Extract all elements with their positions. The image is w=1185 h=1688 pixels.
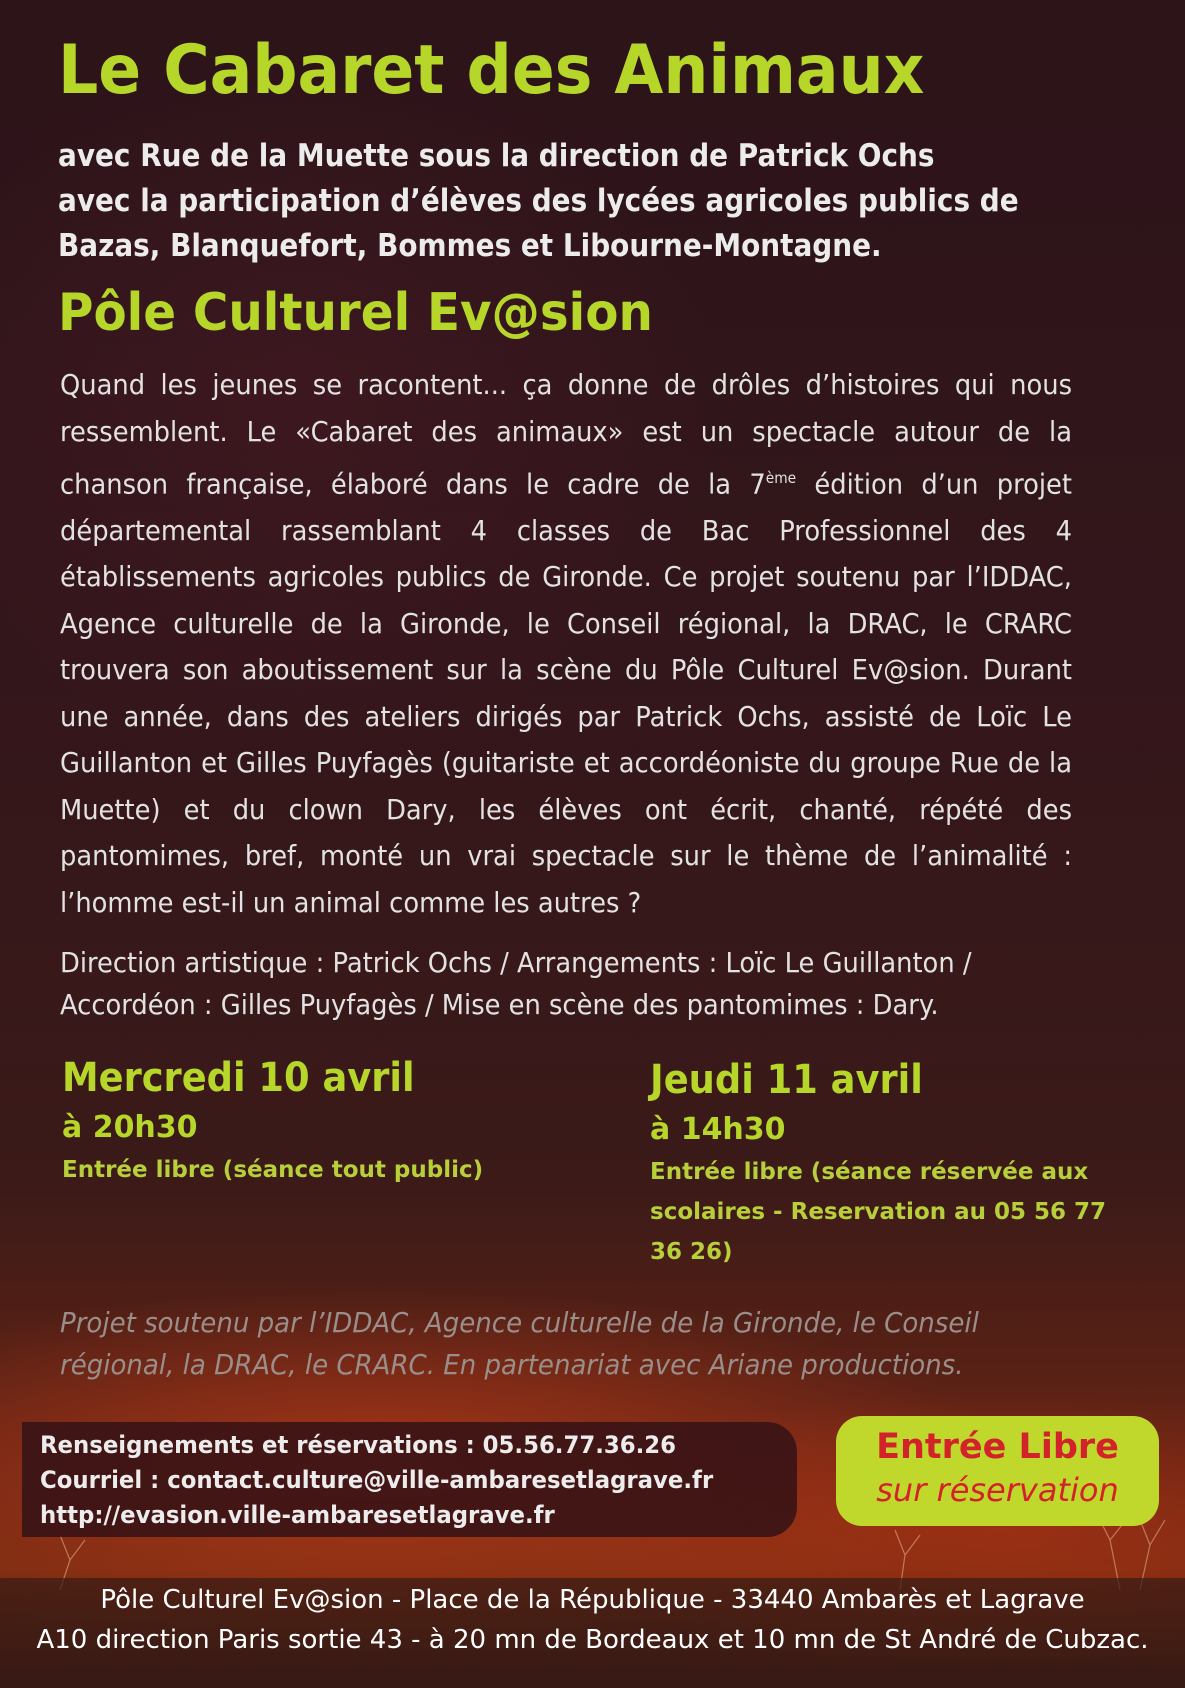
free-entry-badge: [836, 1416, 1159, 1526]
footer-line-2: A10 direction Paris sortie 43 - à 20 mn de Bordeaux et 10 mn de St André de Cubzac.: [36, 1625, 1149, 1655]
credits-line-2: Accordéon : Gilles Puyfagès / Mise en scène des pantomimes : Dary.: [60, 988, 939, 1021]
description-superscript: ème: [765, 469, 797, 487]
contact-phone: Renseignements et réservations : 05.56.77.36.26: [40, 1431, 676, 1459]
support-line-2: régional, la DRAC, le CRARC. En partenariat avec Ariane productions.: [60, 1348, 964, 1381]
date-day: Mercredi 10 avril: [62, 1055, 415, 1101]
flyer-title: Le Cabaret des Animaux: [58, 31, 925, 110]
date-block-wednesday: [62, 1050, 582, 1190]
support-note: [60, 1302, 1083, 1386]
support-line-1: Projet soutenu par l’IDDAC, Agence culturelle de la Gironde, le Conseil: [60, 1306, 979, 1339]
footer-address: [0, 1580, 1185, 1660]
credits: [60, 942, 1072, 1026]
contact-email[interactable]: Courriel : contact.culture@ville-ambaresetlagrave.fr: [40, 1466, 714, 1494]
date-info: Entrée libre (séance tout public): [62, 1157, 484, 1183]
description-paragraph: [60, 362, 1072, 926]
subtitle-line-3: Bazas, Blanquefort, Bommes et Libourne-Montagne.: [58, 228, 882, 264]
free-entry-title: Entrée Libre: [876, 1427, 1119, 1467]
subtitle-line-2: avec la participation d’élèves des lycées agricoles publics de: [58, 183, 1019, 219]
venue-heading: Pôle Culturel Ev@sion: [58, 283, 653, 343]
credits-line-1: Direction artistique : Patrick Ochs / Arrangements : Loïc Le Guillanton /: [60, 946, 972, 979]
date-block-thursday: [650, 1052, 1130, 1272]
date-day: Jeudi 11 avril: [650, 1057, 923, 1103]
description-part-2: édition d’un projet départemental rassemblant 4 classes de Bac Professionnel des 4 établissements agricoles publics de Gironde. Ce projet soutenu par l’IDDAC, Agence culturelle de la Gironde, le Conseil régional, la DRAC, le CRARC trouvera son aboutissement sur la scène du Pôle Culturel Ev@sion. Durant une année, dans des ateliers dirigés par Patrick Ochs, assisté de Loïc Le Guillanton et Gilles Puyfagès (guitariste et accordéoniste du groupe Rue de la Muette) et du clown Dary, les élèves ont écrit, chanté, répété des pantomimes, bref, monté un vrai spectacle sur le thème de l’animalité : l’homme est-il un animal comme les autres ?: [60, 467, 1072, 919]
date-info: Entrée libre (séance réservée aux scolaires - Reservation au 05 56 77 36 26): [650, 1159, 1107, 1265]
subtitle-line-1: avec Rue de la Muette sous la direction de Patrick Ochs: [58, 138, 935, 174]
contact-info: [40, 1428, 713, 1533]
description-part-1: Quand les jeunes se racontent... ça donne de drôles d’histoires qui nous ressemblent. Le «Cabaret des animaux» est un spectacle autour de la chanson française, élaboré dans le cadre de la 7: [60, 368, 1072, 501]
subtitle: [58, 134, 1048, 269]
contact-website[interactable]: http://evasion.ville-ambaresetlagrave.fr: [40, 1501, 555, 1529]
date-time: à 20h30: [62, 1110, 198, 1145]
date-time: à 14h30: [650, 1112, 786, 1147]
footer-line-1: Pôle Culturel Ev@sion - Place de la République - 33440 Ambarès et Lagrave: [100, 1585, 1085, 1615]
free-entry-subtitle: sur réservation: [876, 1471, 1119, 1509]
